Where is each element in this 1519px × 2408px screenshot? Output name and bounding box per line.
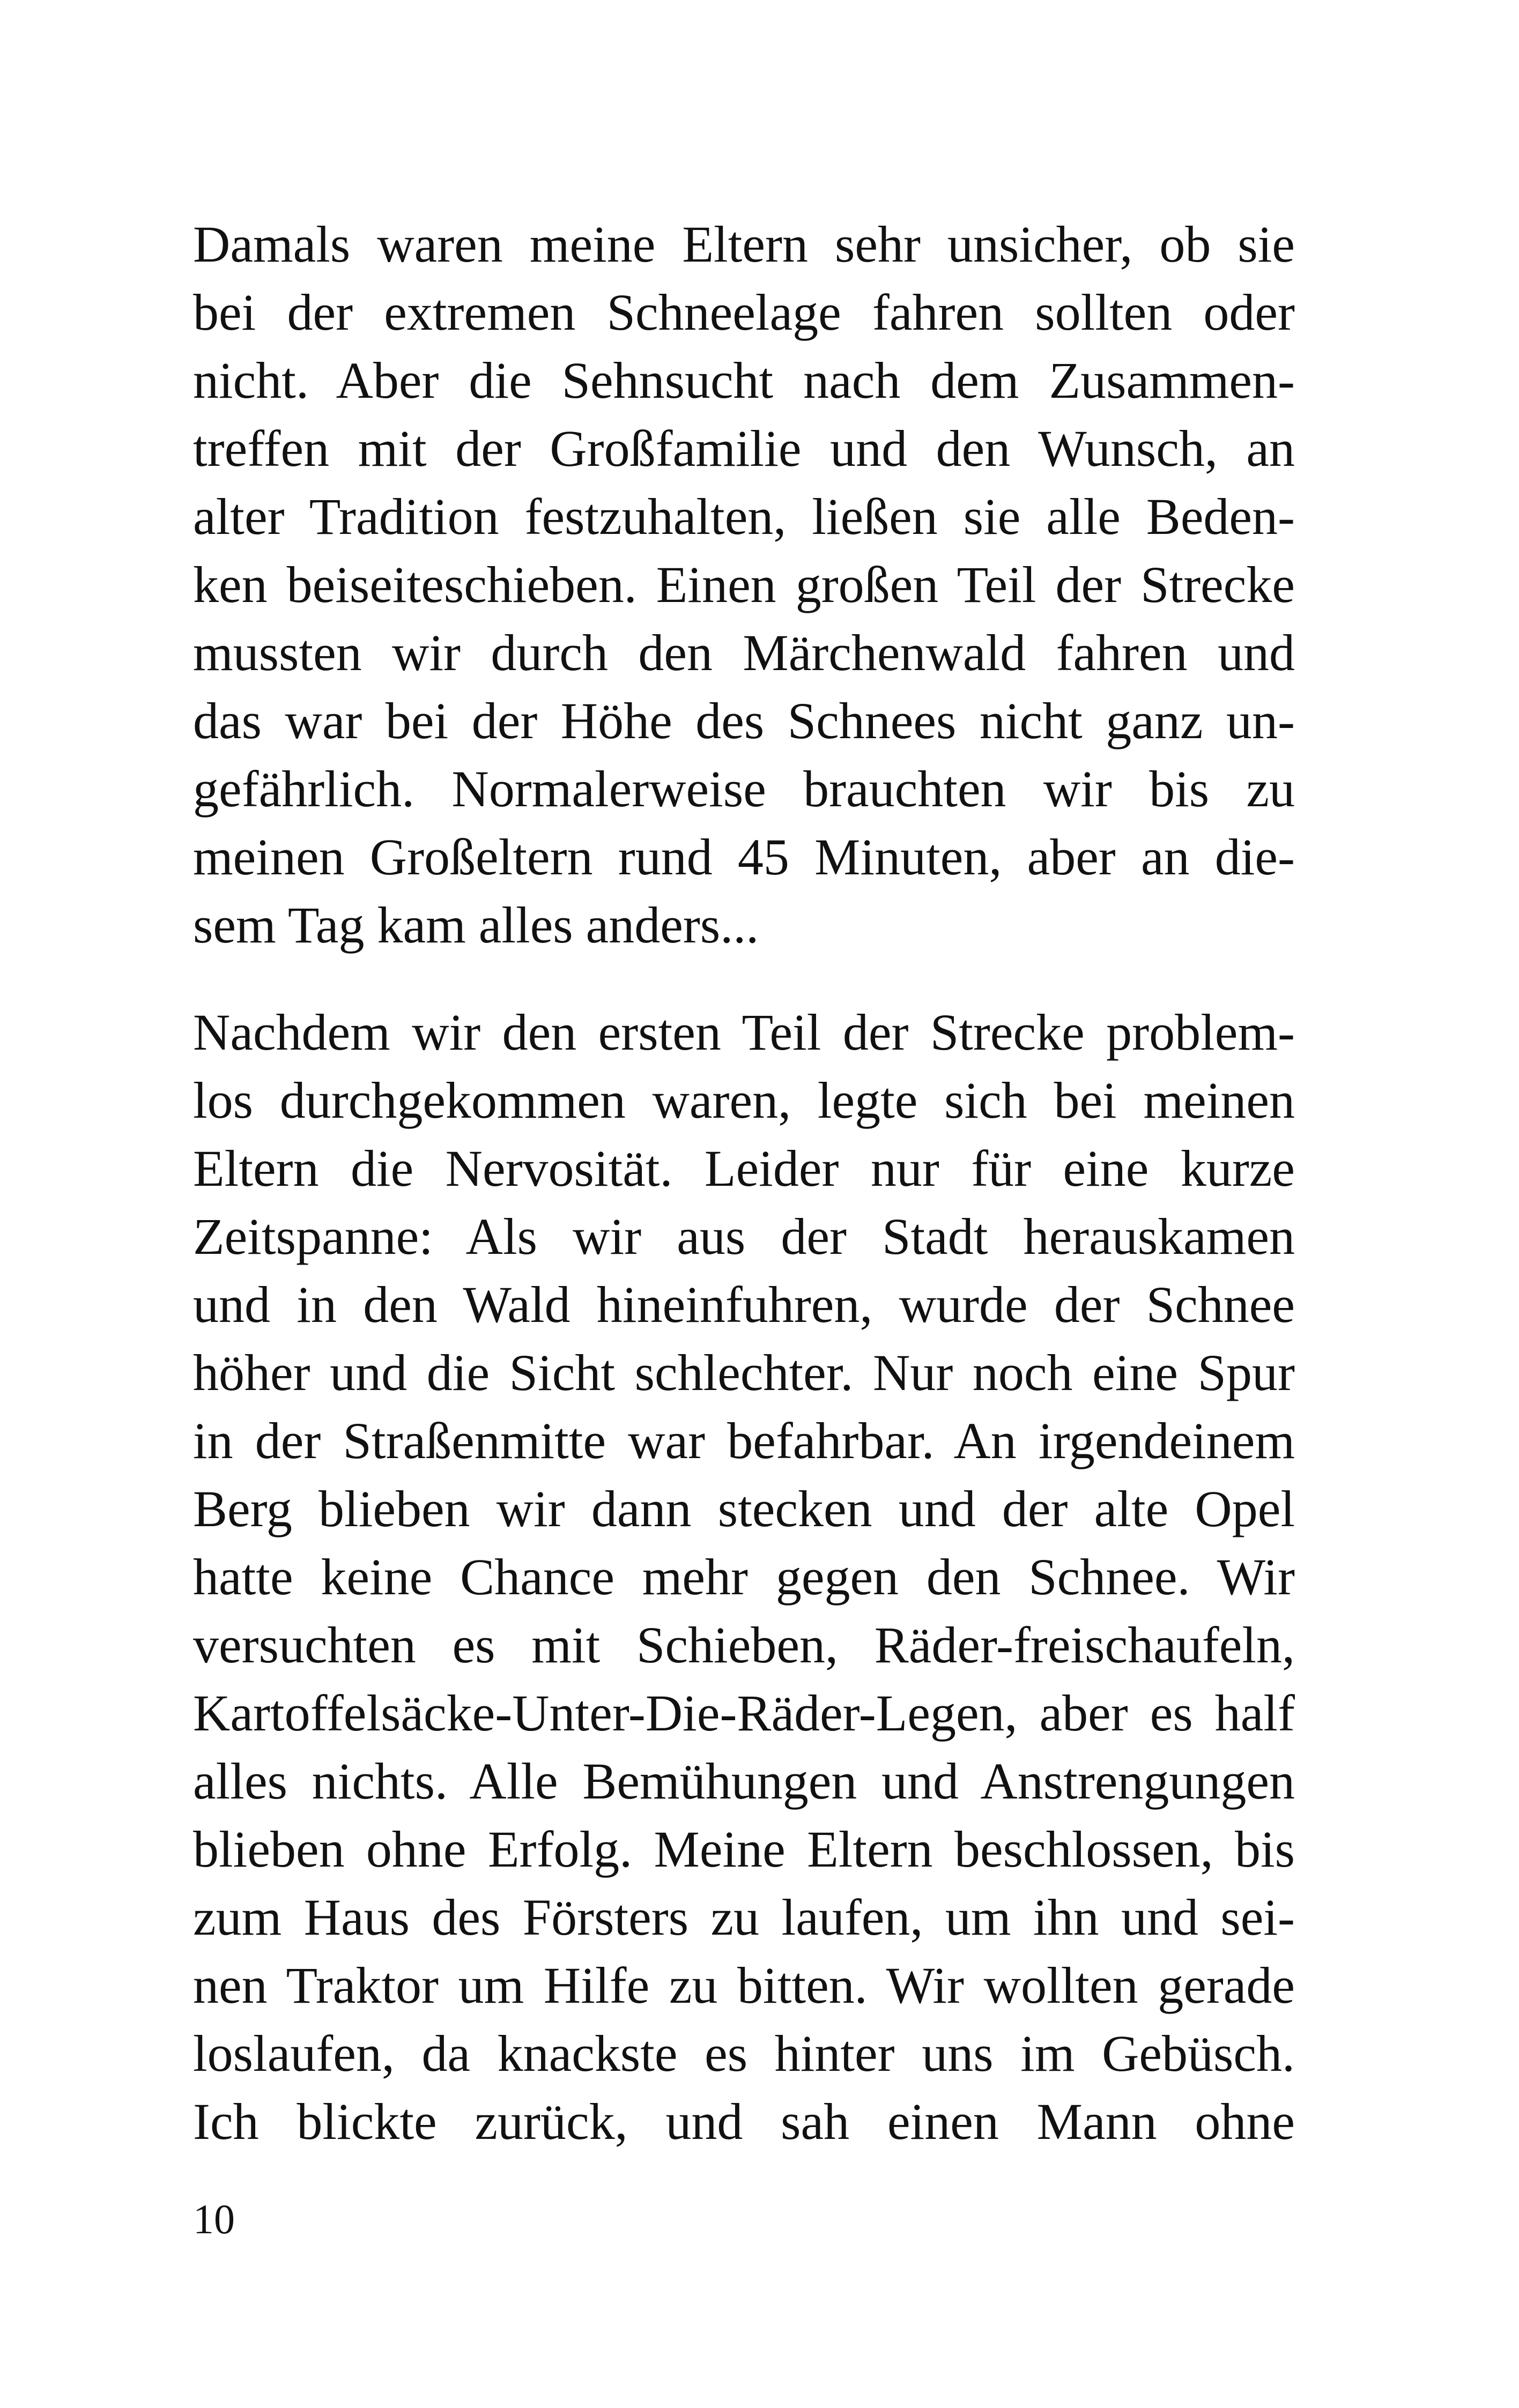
text-line: treffen mit der Großfamilie und den Wunsch, an [193, 420, 1295, 477]
text-line: gefährlich. Normalerweise brauchten wir bis zu [193, 760, 1295, 817]
text-line: alles nichts. Alle Bemühungen und Anstrengungen [193, 1752, 1295, 1810]
text-line: mussten wir durch den Märchenwald fahren und [193, 624, 1295, 681]
text-line: und in den Wald hineinfuhren, wurde der Schnee [193, 1276, 1295, 1333]
text-line: höher und die Sicht schlechter. Nur noch eine Spur [193, 1344, 1295, 1401]
text-line: zum Haus des Försters zu laufen, um ihn und sei- [193, 1889, 1295, 1946]
text-line: blieben ohne Erfolg. Meine Eltern beschlossen, bis [193, 1820, 1295, 1878]
paragraph-2 [193, 998, 1295, 2156]
text-line: in der Straßenmitte war befahrbar. An irgendeinem [193, 1412, 1295, 1469]
text-line: das war bei der Höhe des Schnees nicht ganz un- [193, 692, 1295, 749]
text-line: versuchten es mit Schieben, Räder-freischaufeln, [193, 1616, 1295, 1674]
text-line: ken beiseiteschieben. Einen großen Teil der Strecke [193, 556, 1295, 613]
text-line: hatte keine Chance mehr gegen den Schnee. Wir [193, 1548, 1295, 1606]
text-line: Damals waren meine Eltern sehr unsicher, ob sie [193, 215, 1295, 273]
text-line: Zeitspanne: Als wir aus der Stadt herauskamen [193, 1208, 1295, 1265]
text-line: Berg blieben wir dann stecken und der alte Opel [193, 1480, 1295, 1537]
text-line: Nachdem wir den ersten Teil der Strecke problem- [193, 1004, 1295, 1061]
text-line: Eltern die Nervosität. Leider nur für eine kurze [193, 1140, 1295, 1197]
text-line: Ich blickte zurück, und sah einen Mann ohne [193, 2093, 1295, 2150]
text-line: los durchgekommen waren, legte sich bei meinen [193, 1072, 1295, 1129]
text-line: Kartoffelsäcke-Unter-Die-Räder-Legen, aber es half [193, 1684, 1295, 1742]
text-line: sem Tag kam alles anders... [193, 896, 759, 954]
page-number: 10 [193, 2196, 235, 2242]
text-line: alter Tradition festzuhalten, ließen sie alle Beden- [193, 488, 1295, 545]
text-line: nicht. Aber die Sehnsucht nach dem Zusammen- [193, 352, 1295, 409]
paragraph-1 [193, 210, 1295, 959]
text-line: nen Traktor um Hilfe zu bitten. Wir wollten gerade [193, 1957, 1295, 2014]
text-line: bei der extremen Schneelage fahren sollten oder [193, 284, 1295, 341]
text-line: meinen Großeltern rund 45 Minuten, aber an die- [193, 828, 1295, 886]
text-line: loslaufen, da knackste es hinter uns im Gebüsch. [193, 2025, 1295, 2082]
